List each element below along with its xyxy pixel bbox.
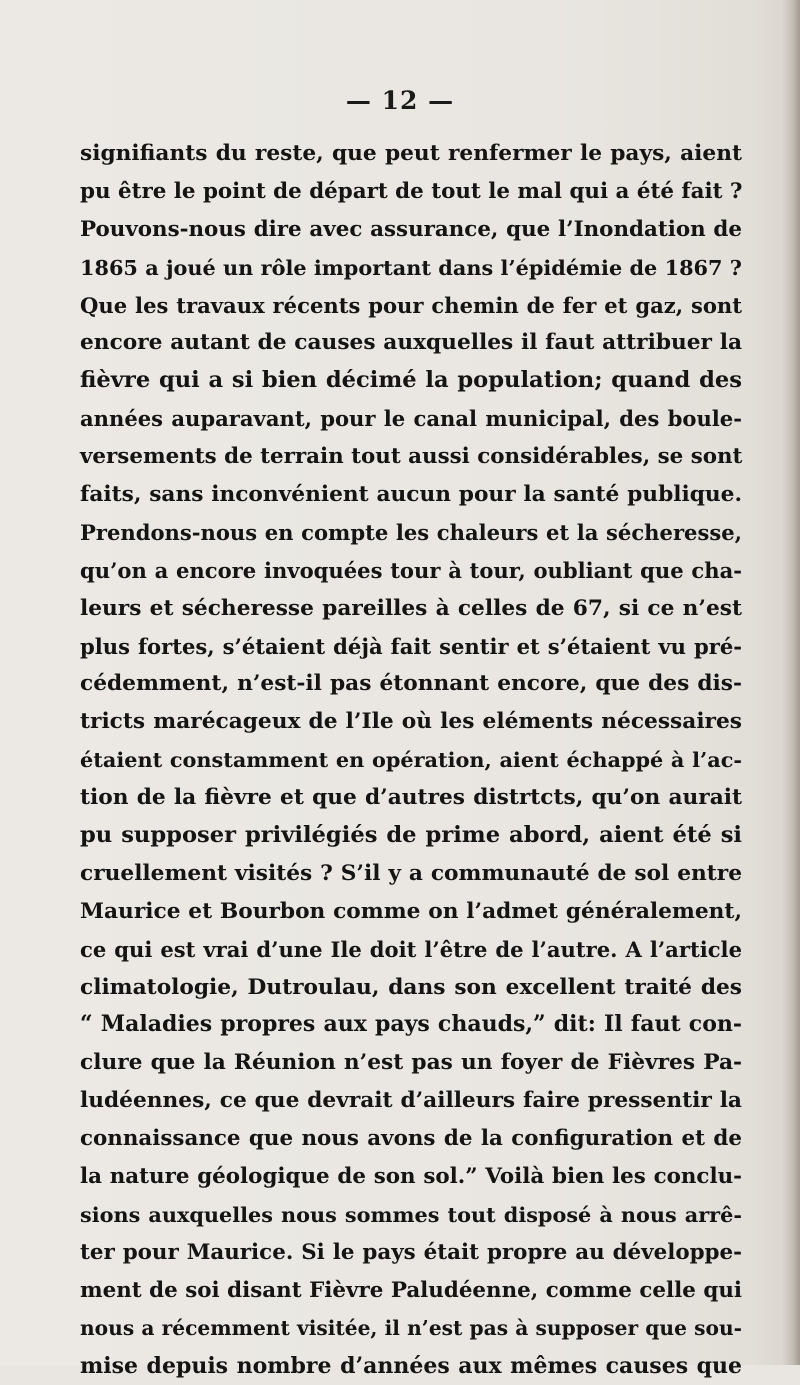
text-line: tricts marécageux de l’Ile où les eléments nécessaires — [80, 703, 742, 741]
text-line: Maurice et Bourbon comme on l’admet généralement, — [80, 893, 742, 931]
text-line: pu être le point de départ de tout le mal qui a été fait ? — [80, 173, 742, 211]
text-line: encore autant de causes auxquelles il faut attribuer la — [80, 324, 742, 362]
text-line: climatologie, Dutroulau, dans son excellent traité des — [80, 969, 742, 1007]
text-line: 1865 a joué un rôle important dans l’épidémie de 1867 ? — [80, 249, 742, 287]
text-line: nous a récemment visitée, il n’est pas à supposer que sou- — [80, 1310, 742, 1348]
text-line: faits, sans inconvénient aucun pour la santé publique. — [80, 476, 742, 514]
page-edge-shadow — [782, 0, 800, 1365]
text-line: ce qui est vrai d’une Ile doit l’être de l’autre. A l’article — [80, 931, 742, 969]
text-line: signifiants du reste, que peut renfermer le pays, aient — [80, 135, 742, 173]
page-number: — 12 — — [0, 86, 800, 115]
text-line: Que les travaux récents pour chemin de fer et gaz, sont — [80, 287, 742, 325]
text-line: qu’on a encore invoquées tour à tour, oubliant que cha- — [80, 552, 742, 590]
text-line: sions auxquelles nous sommes tout disposé à nous arrê- — [80, 1196, 742, 1234]
text-line: mise depuis nombre d’années aux mêmes causes que — [80, 1348, 742, 1385]
text-line: “ Maladies propres aux pays chauds,” dit: Il faut con- — [80, 1006, 742, 1044]
text-line: pu supposer privilégiés de prime abord, aient été si — [80, 817, 742, 855]
text-line: ment de soi disant Fièvre Paludéenne, comme celle qui — [80, 1272, 742, 1310]
body-text — [80, 135, 742, 1385]
text-line: ter pour Maurice. Si le pays était propre au développe- — [80, 1234, 742, 1272]
text-line: plus fortes, s’étaient déjà fait sentir et s’étaient vu pré- — [80, 628, 742, 666]
text-line: fièvre qui a si bien décimé la population; quand des — [80, 362, 742, 400]
text-line: tion de la fièvre et que d’autres distrtcts, qu’on aurait — [80, 779, 742, 817]
text-line: versements de terrain tout aussi considérables, se sont — [80, 438, 742, 476]
text-line: connaissance que nous avons de la configuration et de — [80, 1120, 742, 1158]
text-line: Pouvons-nous dire avec assurance, que l’Inondation de — [80, 211, 742, 249]
text-line: ludéennes, ce que devrait d’ailleurs faire pressentir la — [80, 1082, 742, 1120]
text-line: étaient constamment en opération, aient échappé à l’ac- — [80, 741, 742, 779]
text-line: Prendons-nous en compte les chaleurs et la sécheresse, — [80, 514, 742, 552]
text-line: clure que la Réunion n’est pas un foyer de Fièvres Pa- — [80, 1044, 742, 1082]
text-line: leurs et sécheresse pareilles à celles de 67, si ce n’est — [80, 590, 742, 628]
text-line: cédemment, n’est-il pas étonnant encore, que des dis- — [80, 665, 742, 703]
text-line: cruellement visités ? S’il y a communauté de sol entre — [80, 855, 742, 893]
text-line: la nature géologique de son sol.” Voilà bien les conclu- — [80, 1158, 742, 1196]
text-line: années auparavant, pour le canal municipal, des boule- — [80, 400, 742, 438]
